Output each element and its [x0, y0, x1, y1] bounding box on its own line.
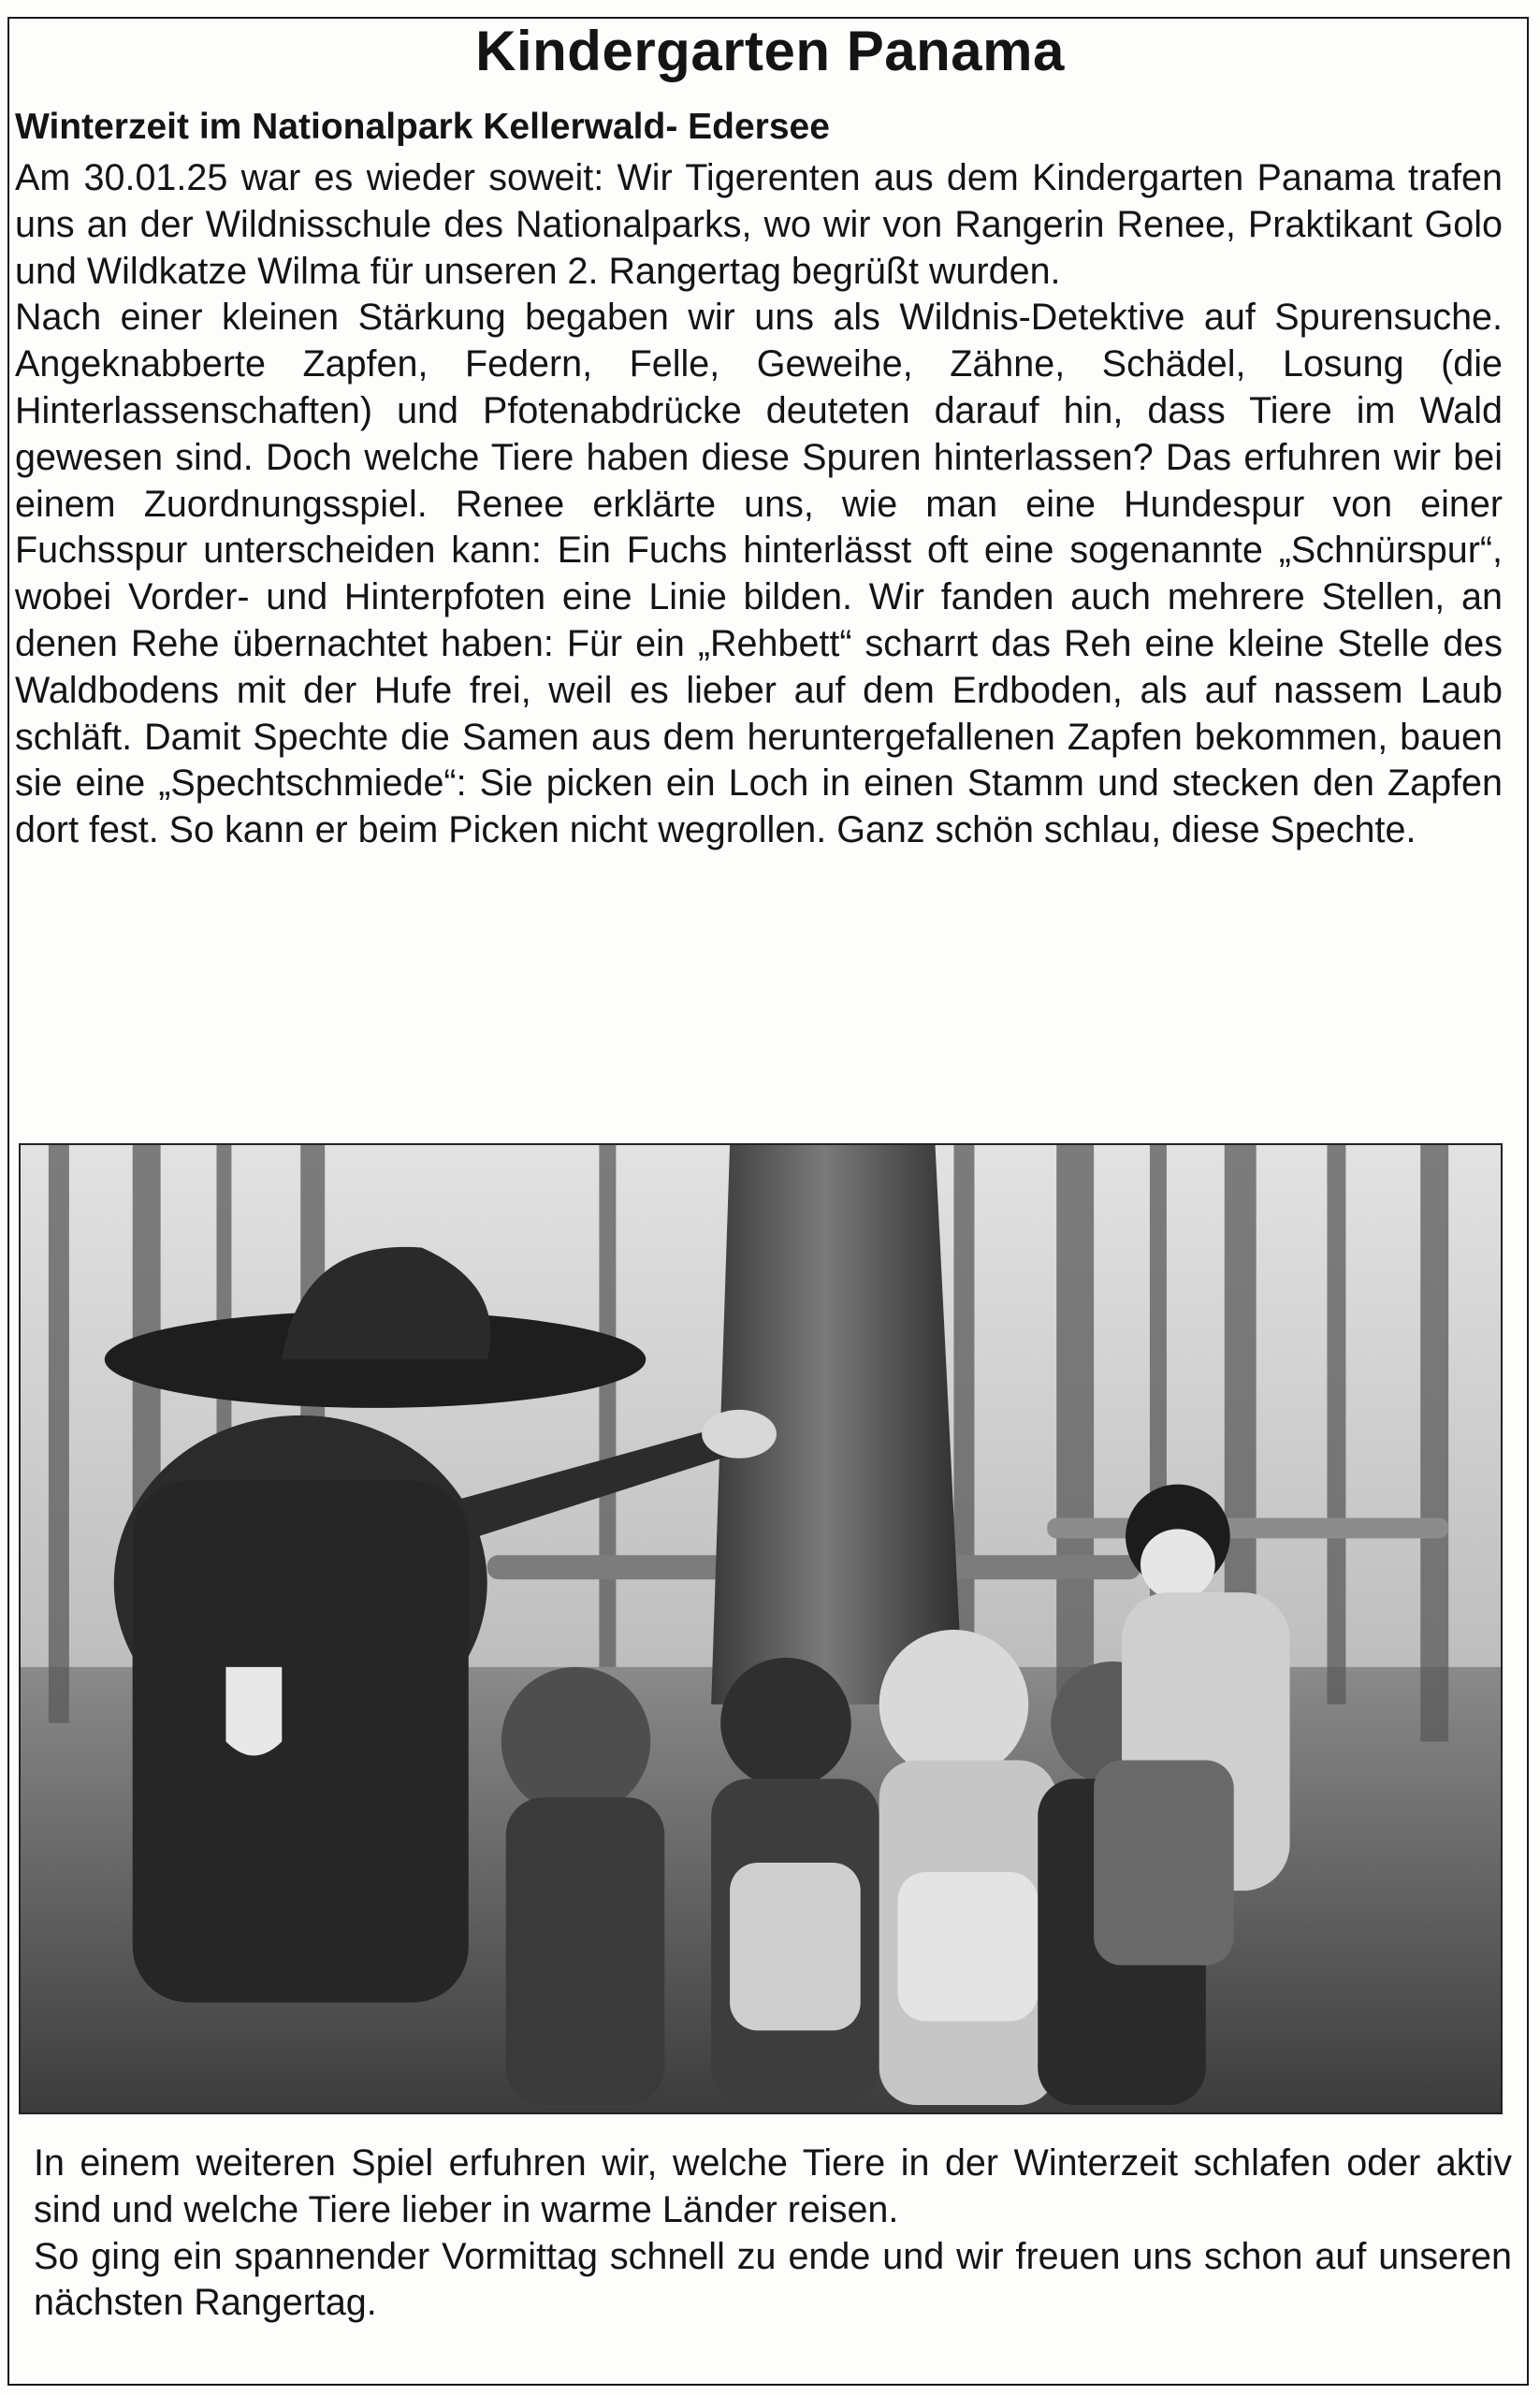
paragraph-tracks: Nach einer kleinen Stärkung begaben wir uns als Wildnis-Detektive auf Spurensuche. Angeknabberte Zapfen, Federn, Felle, Geweihe, Zähne, Schädel, Losung (die Hinterlassenschaften) und Pfotenabdrücke deuteten darauf hin, dass Tiere im Wald gewesen sind. Doch welche Tiere haben diese Spuren hinterlassen? Das erfuhren wir bei einem Zuordnungsspiel. Renee erklärte uns, wie man eine Hundespur von einer Fuchsspur unterscheiden kann: Ein Fuchs hinterlässt oft eine sogenannte „Schnürspur“, wobei Vorder- und Hinterpfoten eine Linie bilden. Wir fanden auch mehrere Stellen, an denen Rehe übernachtet haben: Für ein „Rehbett“ scharrt das Reh eine kleine Stelle des Waldbodens mit der Hufe frei, weil es lieber auf dem Erdboden, als auf nassem Laub schläft. Damit Spechte die Samen aus dem heruntergefallenen Zapfen bekommen, bauen sie eine „Spechtschmiede“: Sie picken ein Loch in einen Stamm und stecken den Zapfen dort fest. So kann er beim Picken nicht wegrollen. Ganz schön schlau, diese Spechte.	[15, 297, 1503, 851]
forest-photo-illustration	[21, 1145, 1501, 2112]
forest-photo	[19, 1143, 1503, 2114]
article-body	[15, 155, 1503, 854]
article-title: Kindergarten Panama	[475, 20, 1065, 82]
paragraph-conclusion: So ging ein spannender Vormittag schnell zu ende und wir freuen uns schon auf unseren nächsten Rangertag.	[34, 2235, 1512, 2324]
paragraph-game: In einem weiteren Spiel erfuhren wir, welche Tiere in der Winterzeit schlafen oder aktiv sind und welche Tiere lieber in warme Länder reisen.	[34, 2142, 1512, 2230]
paragraph-intro: Am 30.01.25 war es wieder soweit: Wir Tigerenten aus dem Kindergarten Panama trafen uns an der Wildnisschule des Nationalparks, wo wir von Rangerin Renee, Praktikant Golo und Wildkatze Wilma für unseren 2. Rangertag begrüßt wurden.	[15, 157, 1503, 292]
article-subtitle: Winterzeit im Nationalpark Kellerwald- Edersee	[15, 107, 830, 147]
article-closing	[34, 2141, 1512, 2327]
